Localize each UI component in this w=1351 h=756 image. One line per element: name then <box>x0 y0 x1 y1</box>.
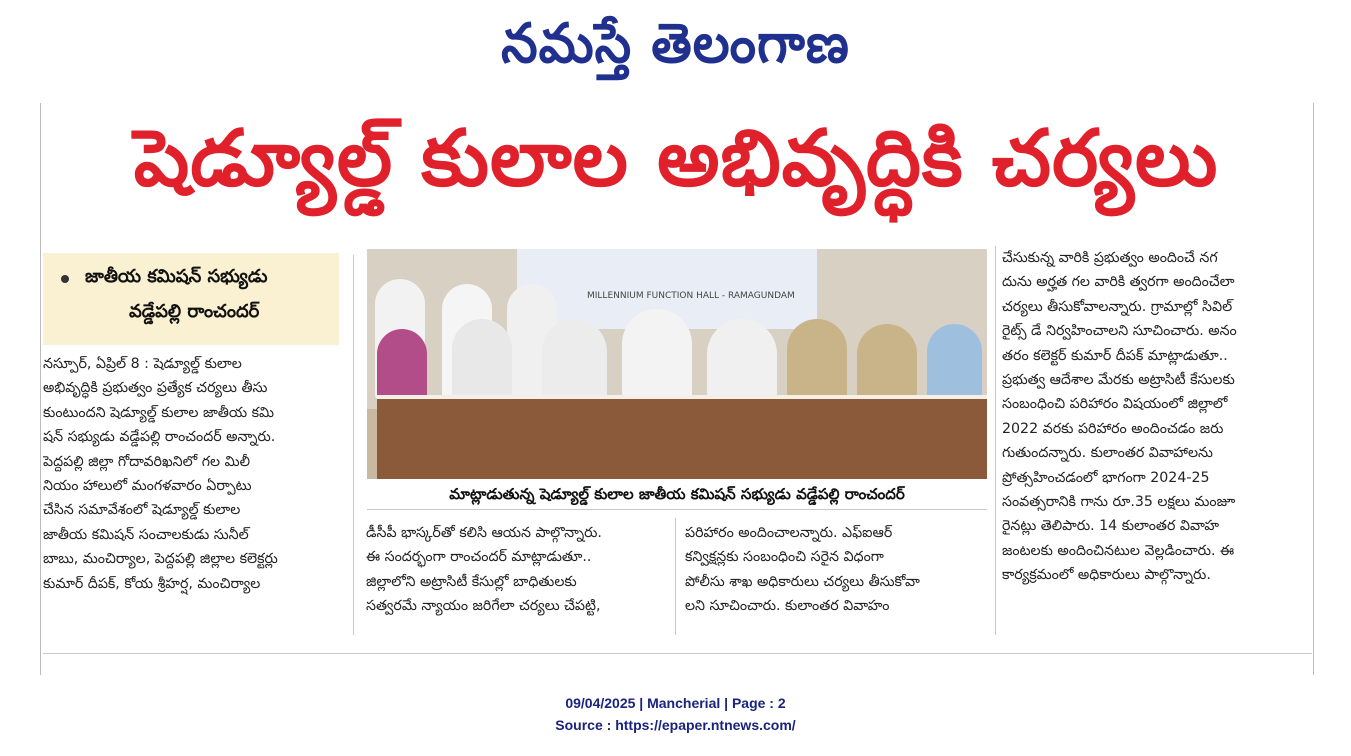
event-photo <box>367 249 987 479</box>
conference-table <box>377 399 987 479</box>
column-line: చర్యలు తీసుకోవాలన్నారు. గ్రామాల్లో సివిల్ <box>1002 298 1233 315</box>
column-line: జంటలకు అందించినటుల వెల్లడించారు. ఈ <box>1002 542 1235 559</box>
column-line: ఈ సందర్భంగా రాంచందర్ మాట్లాడుతూ.. <box>366 549 592 566</box>
column-line: కార్యక్రమంలో అధికారులు పాల్గొన్నారు. <box>1002 567 1211 584</box>
column-line: సత్వరమే న్యాయం జరిగేలా చర్యలు చేపట్టి, <box>366 598 601 615</box>
column-line: పెద్దపల్లి జిల్లా గోదావరిఖనిలో గల మిలీ <box>43 453 250 470</box>
column-line: సంవత్సరానికి గాను రూ.35 లక్షలు మంజూ <box>1002 494 1236 511</box>
column-line: ప్రభుత్వ ఆదేశాల మేరకు అట్రాసిటీ కేసులకు <box>1002 372 1235 389</box>
column-line: రైట్స్ డే నిర్వహించాలని సూచించారు. అనం <box>1002 323 1237 340</box>
footer-source-link[interactable]: Source : https://epaper.ntnews.com/ <box>555 717 796 733</box>
photo-person <box>452 319 512 399</box>
photo-person <box>542 319 607 399</box>
column-line: చేసుకున్న వారికి ప్రభుత్వం అందించే నగ <box>1002 250 1218 266</box>
kicker-box <box>43 253 339 345</box>
article-column-1 <box>43 352 341 596</box>
kicker-line-1: జాతీయ కమిషన్ సభ్యుడు <box>85 266 268 287</box>
article-headline: షెడ్యూల్డ్ కులాల అభివృద్ధికి చర్యలు <box>133 114 1219 204</box>
column-divider <box>353 255 354 635</box>
column-line: జాతీయ కమిషన్ సంచాలకుడు సునీల్ <box>43 526 249 543</box>
photo-person <box>707 319 777 399</box>
column-line: నస్పూర్, ఏప్రిల్ 8 : షెడ్యూల్డ్ కులాల <box>43 356 242 372</box>
photo-banner-text: MILLENNIUM FUNCTION HALL - RAMAGUNDAM <box>587 291 795 301</box>
column-line: కుమార్ దీపక్, కోయ శ్రీహర్ష, మంచిర్యాల <box>43 575 261 592</box>
photo-caption: మాట్లాడుతున్న షెడ్యూల్డ్ కులాల జాతీయ కమిషన్ సభ్యుడు వడ్డేపల్లి రాంచందర్ <box>367 479 987 510</box>
masthead-title: నమస్తే తెలంగాణ <box>501 11 850 76</box>
article-column-2 <box>366 521 664 619</box>
column-line: 2022 వరకు పరిహారం అందించడం జరు <box>1002 420 1224 437</box>
column-divider <box>675 518 676 635</box>
column-divider <box>995 246 996 635</box>
column-line: కన్విక్షన్లకు సంబంధించి సరైన విధంగా <box>685 549 884 566</box>
column-line: రైనట్లు తెలిపారు. 14 కులాంతర వివాహ <box>1002 518 1220 535</box>
column-line: పరిహారం అందించాలన్నారు. ఎఫ్ఐఆర్ <box>685 525 893 541</box>
column-line: దును అర్హత గల వారికి త్వరగా అందించేలా <box>1002 274 1235 291</box>
column-line: చేసిన సమావేశంలో షెడ్యూల్డ్ కులాల <box>43 502 241 519</box>
article-column-4 <box>1002 246 1312 588</box>
column-line: నియం హాలులో మంగళవారం ఏర్పాటు <box>43 478 252 495</box>
column-line: తరం కలెక్టర్ కుమార్ దీపక్ మాట్లాడుతూ.. <box>1002 347 1228 364</box>
photo-person <box>377 329 427 399</box>
column-line: కుంటుందని షెడ్యూల్డ్ కులాల జాతీయ కమి <box>43 404 275 421</box>
photo-person <box>927 324 982 399</box>
photo-person <box>857 324 917 399</box>
column-line: పోలీసు శాఖ అధికారులు చర్యలు తీసుకోవా <box>685 573 920 590</box>
article-column-3 <box>685 521 987 619</box>
footer-edition-info: 09/04/2025 | Mancherial | Page : 2 <box>565 695 786 711</box>
column-line: ప్రోత్సహించడంలో భాగంగా 2024-25 <box>1002 469 1210 486</box>
column-line: లని సూచించారు. కులాంతర వివాహం <box>685 598 890 615</box>
column-line: గుతుందన్నారు. కులాంతర వివాహాలను <box>1002 445 1213 462</box>
column-line: అభివృద్ధికి ప్రభుత్వం ప్రత్యేక చర్యలు తీసు <box>43 380 268 397</box>
column-line: సంబంధించి పరిహారం విషయంలో జిల్లాలో <box>1002 396 1228 413</box>
photo-person <box>622 309 692 399</box>
column-line: డీసీపీ భాస్కర్‌తో కలిసి ఆయన పాల్గొన్నారు. <box>366 525 602 541</box>
column-line: షన్ సభ్యుడు వడ్డేపల్లి రాంచందర్ అన్నారు. <box>43 429 276 446</box>
column-line: బాబు, మంచిర్యాల, పెద్దపల్లి జిల్లాల కలెక్టర్లు <box>43 551 278 568</box>
bullet-icon <box>61 275 69 283</box>
column-line: జిల్లాలోని అట్రాసిటీ కేసుల్లో బాధితులకు <box>366 573 577 590</box>
photo-person <box>787 319 847 399</box>
kicker-line-2: వడ్డేపల్లి రాంచందర్ <box>129 301 260 322</box>
bottom-rule <box>43 653 1312 654</box>
